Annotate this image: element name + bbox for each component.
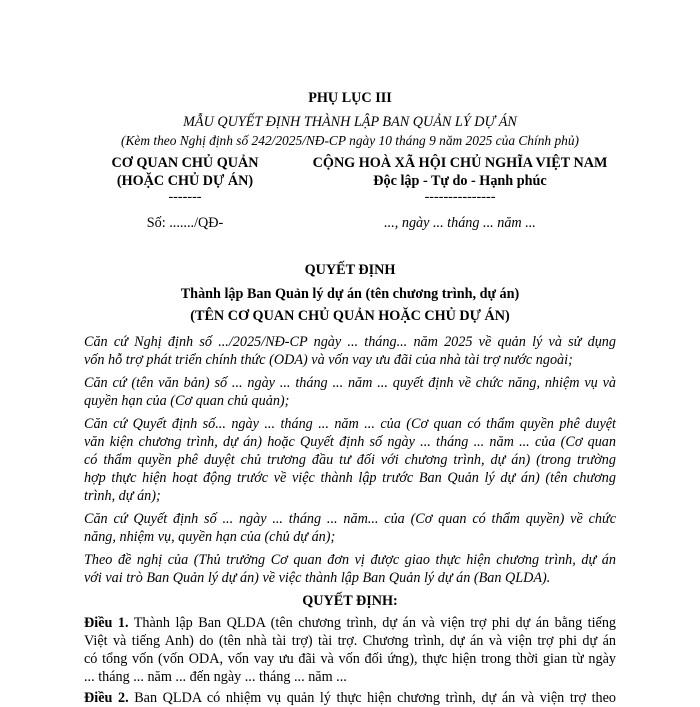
article-line: ... tháng ... năm ... đến ngày ... tháng ... năm ... (84, 669, 347, 685)
preamble-line: Căn cứ Quyết định số ... ngày ... tháng ... năm... của (Cơ quan có thẩm quyền) về chức (84, 511, 616, 527)
right-rule: --------------- (424, 189, 496, 205)
preamble-line: hợp thực hiện hoạt động trước về việc thành lập trước Ban Quản lý dự án) (tên chương (84, 470, 616, 486)
preamble-line: với vai trò Ban Quản lý dự án) về việc thành lập Ban Quản lý dự án (Ban QLDA). (84, 570, 551, 586)
article-text: Ban QLDA có nhiệm vụ quản lý thực hiện chương trình, dự án và viện trợ theo (128, 690, 617, 706)
preamble-line: năng, nhiệm vụ, quyền hạn của (chủ dự án); (84, 529, 336, 545)
article-line (84, 614, 616, 632)
decision-subtitle: Thành lập Ban Quản lý dự án (tên chương trình, dự án) (180, 286, 520, 302)
preamble-line: văn kiện chương trình, dự án) hoặc Quyết định số ngày ... tháng ... năm ... của (Cơ quan (84, 434, 616, 450)
left-rule: ------- (168, 189, 202, 205)
national-motto: Độc lập - Tự do - Hạnh phúc (373, 173, 547, 189)
nation-name: CỘNG HOÀ XÃ HỘI CHỦ NGHĨA VIỆT NAM (312, 155, 608, 171)
article-label: Điều 1. (84, 615, 129, 631)
article-line: có tổng vốn (vốn ODA, vốn vay ưu đãi và vốn đối ứng), thực hiện trong thời gian từ ngày (84, 651, 616, 667)
article-line (84, 689, 616, 707)
decides-heading: QUYẾT ĐỊNH: (302, 593, 398, 609)
form-title: MẪU QUYẾT ĐỊNH THÀNH LẬP BAN QUẢN LÝ DỰ ÁN (183, 114, 517, 130)
preamble-line: trình, dự án); (84, 488, 161, 504)
agency-name: CƠ QUAN CHỦ QUẢN (111, 155, 259, 171)
preamble-line: Căn cứ Quyết định số... ngày ... tháng ... năm ... của (Cơ quan có thẩm quyền phê duyệt (84, 416, 616, 432)
agency-alt: (HOẶC CHỦ DỰ ÁN) (116, 173, 254, 189)
preamble-line: có thẩm quyền phê duyệt chủ trương đầu tư đối với chương trình, dự án) (trong trường (84, 452, 616, 468)
article-label: Điều 2. (84, 690, 129, 706)
issuing-authority: (TÊN CƠ QUAN CHỦ QUẢN HOẶC CHỦ DỰ ÁN) (190, 308, 510, 324)
appendix-title: PHỤ LỤC III (308, 90, 392, 106)
decision-title: QUYẾT ĐỊNH (304, 262, 396, 278)
preamble-line: Căn cứ Nghị định số .../2025/NĐ-CP ngày ... tháng... năm 2025 về quản lý và sử dụng (84, 334, 616, 350)
place-date: ..., ngày ... tháng ... năm ... (384, 215, 536, 231)
preamble-line: vốn hỗ trợ phát triển chính thức (ODA) và vốn vay ưu đãi của nhà tài trợ nước ngoài; (84, 352, 573, 368)
preamble-line: Theo đề nghị của (Thủ trưởng Cơ quan đơn vị được giao thực hiện chương trình, dự án (84, 552, 616, 568)
preamble-line: quyền hạn của (Cơ quan chủ quản); (84, 393, 290, 409)
article-line: Việt và tiếng Anh) do (tên nhà tài trợ) tài trợ. Chương trình, dự án và viện trợ phi dự án (84, 633, 616, 649)
preamble-line: Căn cứ (tên văn bản) số ... ngày ... tháng ... năm ... quyết định về chức năng, nhiệm vụ và (84, 375, 616, 391)
attached-note: (Kèm theo Nghị định số 242/2025/NĐ-CP ngày 10 tháng 9 năm 2025 của Chính phủ) (121, 133, 579, 148)
decision-number: Số: ......./QĐ- (146, 215, 224, 231)
article-text: Thành lập Ban QLDA (tên chương trình, dự án và viện trợ phi dự án bằng tiếng (128, 615, 617, 631)
